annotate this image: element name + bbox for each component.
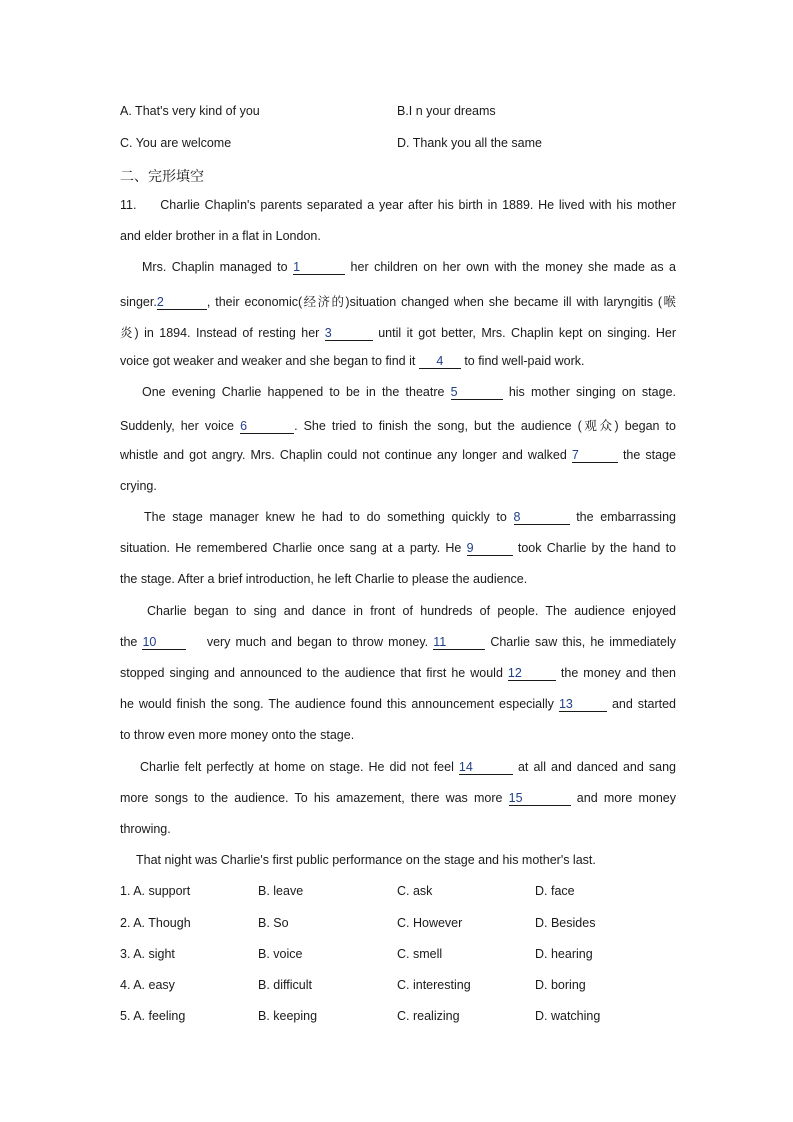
passage-line: Mrs. Chaplin managed to 1 her children on her own with the money she made as a bbox=[142, 260, 676, 274]
blank-7[interactable]: 7 bbox=[572, 449, 618, 463]
passage-line: Charlie began to sing and dance in front of hundreds of people. The audience enjoyed bbox=[147, 604, 676, 618]
option-4c: C. interesting bbox=[397, 978, 471, 992]
section-heading: 二、完形填空 bbox=[120, 168, 204, 184]
blank-1[interactable]: 1 bbox=[293, 261, 345, 275]
option-2c: C. However bbox=[397, 916, 463, 930]
option-1c: C. ask bbox=[397, 884, 433, 898]
option-3d: D. hearing bbox=[535, 947, 593, 961]
question-number: 11. bbox=[120, 198, 137, 212]
option-5a: 5. A. feeling bbox=[120, 1009, 186, 1023]
option-2a: 2. A. Though bbox=[120, 916, 191, 930]
blank-15[interactable]: 15 bbox=[509, 792, 571, 806]
option-d-previous: D. Thank you all the same bbox=[397, 136, 542, 150]
option-b-previous: B.I n your dreams bbox=[397, 104, 496, 118]
option-5c: C. realizing bbox=[397, 1009, 460, 1023]
passage-line: stopped singing and announced to the audience that first he would 12 the money and then bbox=[120, 666, 676, 680]
passage-line: situation. He remembered Charlie once sang at a party. He 9 took Charlie by the hand to bbox=[120, 541, 676, 555]
blank-14[interactable]: 14 bbox=[459, 761, 513, 775]
option-4d: D. boring bbox=[535, 978, 586, 992]
option-4a: 4. A. easy bbox=[120, 978, 175, 992]
option-c-previous: C. You are welcome bbox=[120, 136, 232, 150]
passage-line: 炎) in 1894. Instead of resting her 3 until it got better, Mrs. Chaplin kept on singing. Her bbox=[120, 326, 676, 340]
option-5d: D. watching bbox=[535, 1009, 601, 1023]
passage-line: That night was Charlie's first public performance on the stage and his mother's last. bbox=[136, 853, 596, 867]
blank-6[interactable]: 6 bbox=[240, 420, 294, 434]
option-4b: B. difficult bbox=[258, 978, 312, 992]
passage-line: One evening Charlie happened to be in the theatre 5 his mother singing on stage. bbox=[142, 385, 676, 399]
passage-line: Suddenly, her voice 6 . She tried to finish the song, but the audience (观众) began to bbox=[120, 419, 676, 433]
blank-3[interactable]: 3 bbox=[325, 327, 373, 341]
blank-10[interactable]: 10 bbox=[142, 636, 186, 650]
blank-4[interactable]: 4 bbox=[419, 355, 461, 369]
option-3b: B. voice bbox=[258, 947, 303, 961]
passage-line: 11. Charlie Chaplin's parents separated a year after his birth in 1889. He lived with his mother bbox=[120, 198, 676, 212]
blank-2[interactable]: 2 bbox=[157, 296, 207, 310]
passage-line: to throw even more money onto the stage. bbox=[120, 728, 355, 742]
option-a-previous: A. That's very kind of you bbox=[120, 104, 260, 118]
passage-line: whistle and got angry. Mrs. Chaplin could not continue any longer and walked 7 the stage bbox=[120, 448, 676, 462]
option-1d: D. face bbox=[535, 884, 575, 898]
passage-line: he would finish the song. The audience found this announcement especially 13 and started bbox=[120, 697, 676, 711]
option-1b: B. leave bbox=[258, 884, 304, 898]
passage-line: and elder brother in a flat in London. bbox=[120, 229, 321, 243]
passage-line: throwing. bbox=[120, 822, 171, 836]
option-2b: B. So bbox=[258, 916, 289, 930]
passage-line: voice got weaker and weaker and she began to find it 4 to find well-paid work. bbox=[120, 354, 585, 368]
blank-9[interactable]: 9 bbox=[467, 542, 513, 556]
option-1a: 1. A. support bbox=[120, 884, 191, 898]
passage-line: Charlie felt perfectly at home on stage. He did not feel 14 at all and danced and sang bbox=[140, 760, 676, 774]
passage-line: the 10 very much and began to throw money. 11 Charlie saw this, he immediately bbox=[120, 635, 676, 649]
option-5b: B. keeping bbox=[258, 1009, 318, 1023]
option-2d: D. Besides bbox=[535, 916, 596, 930]
blank-8[interactable]: 8 bbox=[514, 511, 570, 525]
option-3c: C. smell bbox=[397, 947, 443, 961]
passage-line: the stage. After a brief introduction, he left Charlie to please the audience. bbox=[120, 572, 528, 586]
passage-line: crying. bbox=[120, 479, 157, 493]
option-3a: 3. A. sight bbox=[120, 947, 175, 961]
blank-11[interactable]: 11 bbox=[433, 636, 485, 650]
blank-5[interactable]: 5 bbox=[451, 386, 503, 400]
passage-line: singer.2 , their economic(经济的)situation changed when she became ill with laryngitis (喉 bbox=[120, 295, 676, 309]
blank-12[interactable]: 12 bbox=[508, 667, 556, 681]
passage-line: The stage manager knew he had to do something quickly to 8 the embarrassing bbox=[144, 510, 676, 524]
blank-13[interactable]: 13 bbox=[559, 698, 607, 712]
passage-line: more songs to the audience. To his amazement, there was more 15 and more money bbox=[120, 791, 676, 805]
